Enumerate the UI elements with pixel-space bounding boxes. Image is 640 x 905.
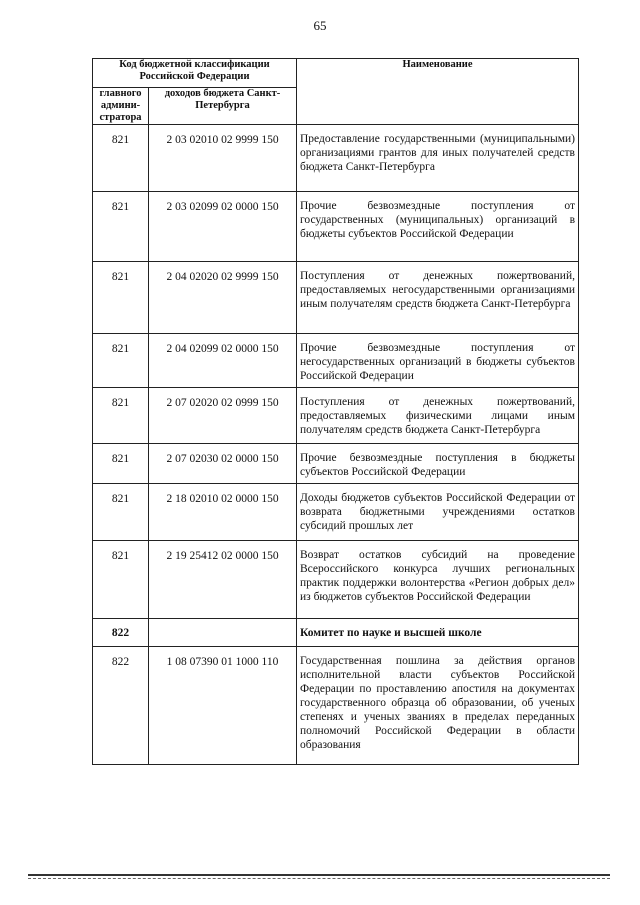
header-name: Наименование (297, 59, 579, 125)
header-classification-code: Код бюджетной классификации Российской Федерации (93, 59, 297, 88)
admin-code-cell: 821 (93, 388, 149, 444)
table-row (93, 388, 579, 444)
name-cell: Возврат остатков субсидий на проведение Всероссийского конкурса лучших региональных практик поддержки волонтерства «Регион добрых дел» из бюджетов субъектов Российской Федерации (297, 541, 579, 619)
name-cell: Прочие безвозмездные поступления от государственных (муниципальных) организаций в бюджеты субъектов Российской Федерации (297, 192, 579, 262)
revenue-code-cell: 2 18 02010 02 0000 150 (149, 484, 297, 541)
admin-code-cell: 821 (93, 262, 149, 334)
revenue-code-cell: 2 07 02030 02 0000 150 (149, 444, 297, 484)
table-row (93, 192, 579, 262)
revenue-code-cell: 2 07 02020 02 0999 150 (149, 388, 297, 444)
header-admin: главного админи-стратора (93, 88, 149, 125)
name-cell: Поступления от денежных пожертвований, предоставляемых негосударственными организациями иным получателям средств бюджета Санкт-Петербурга (297, 262, 579, 334)
page-number: 65 (313, 18, 327, 33)
budget-classification-table (92, 58, 579, 765)
name-cell: Государственная пошлина за действия органов исполнительной власти субъектов Российской Федерации по проставлению апостиля на документах государственного образца об образовании, об ученых степенях и ученых званиях в пределах переданных полномочий Российской Федерации в области образования (297, 647, 579, 765)
table-row (93, 444, 579, 484)
revenue-code-cell: 2 03 02010 02 9999 150 (149, 125, 297, 192)
admin-code-cell: 822 (93, 647, 149, 765)
table-row (93, 484, 579, 541)
table-row (93, 541, 579, 619)
bottom-rule-dashed (28, 878, 610, 879)
header-revenue-code: доходов бюджета Санкт-Петербурга (149, 88, 297, 125)
admin-code-cell: 821 (93, 125, 149, 192)
table-row (93, 125, 579, 192)
name-cell: Поступления от денежных пожертвований, предоставляемых физическими лицами иным получателям средств бюджета Санкт-Петербурга (297, 388, 579, 444)
name-cell: Комитет по науке и высшей школе (297, 619, 579, 647)
revenue-code-cell: 2 04 02099 02 0000 150 (149, 334, 297, 388)
name-cell: Прочие безвозмездные поступления от негосударственных организаций в бюджеты субъектов Российской Федерации (297, 334, 579, 388)
revenue-code-cell: 2 19 25412 02 0000 150 (149, 541, 297, 619)
table-row (93, 334, 579, 388)
admin-code-cell: 821 (93, 192, 149, 262)
name-cell: Доходы бюджетов субъектов Российской Федерации от возврата бюджетными учреждениями остатков субсидий прошлых лет (297, 484, 579, 541)
table-row (93, 262, 579, 334)
revenue-code-cell: 2 04 02020 02 9999 150 (149, 262, 297, 334)
table-row (93, 647, 579, 765)
admin-code-cell: 821 (93, 334, 149, 388)
revenue-code-cell (149, 619, 297, 647)
name-cell: Предоставление государственными (муниципальными) организациями грантов для иных получателей средств бюджета Санкт-Петербурга (297, 125, 579, 192)
revenue-code-cell: 2 03 02099 02 0000 150 (149, 192, 297, 262)
table-row (93, 619, 579, 647)
name-cell: Прочие безвозмездные поступления в бюджеты субъектов Российской Федерации (297, 444, 579, 484)
bottom-rule (28, 874, 610, 876)
admin-code-cell: 821 (93, 541, 149, 619)
revenue-code-cell: 1 08 07390 01 1000 110 (149, 647, 297, 765)
admin-code-cell: 821 (93, 484, 149, 541)
admin-code-cell: 821 (93, 444, 149, 484)
admin-code-cell: 822 (93, 619, 149, 647)
